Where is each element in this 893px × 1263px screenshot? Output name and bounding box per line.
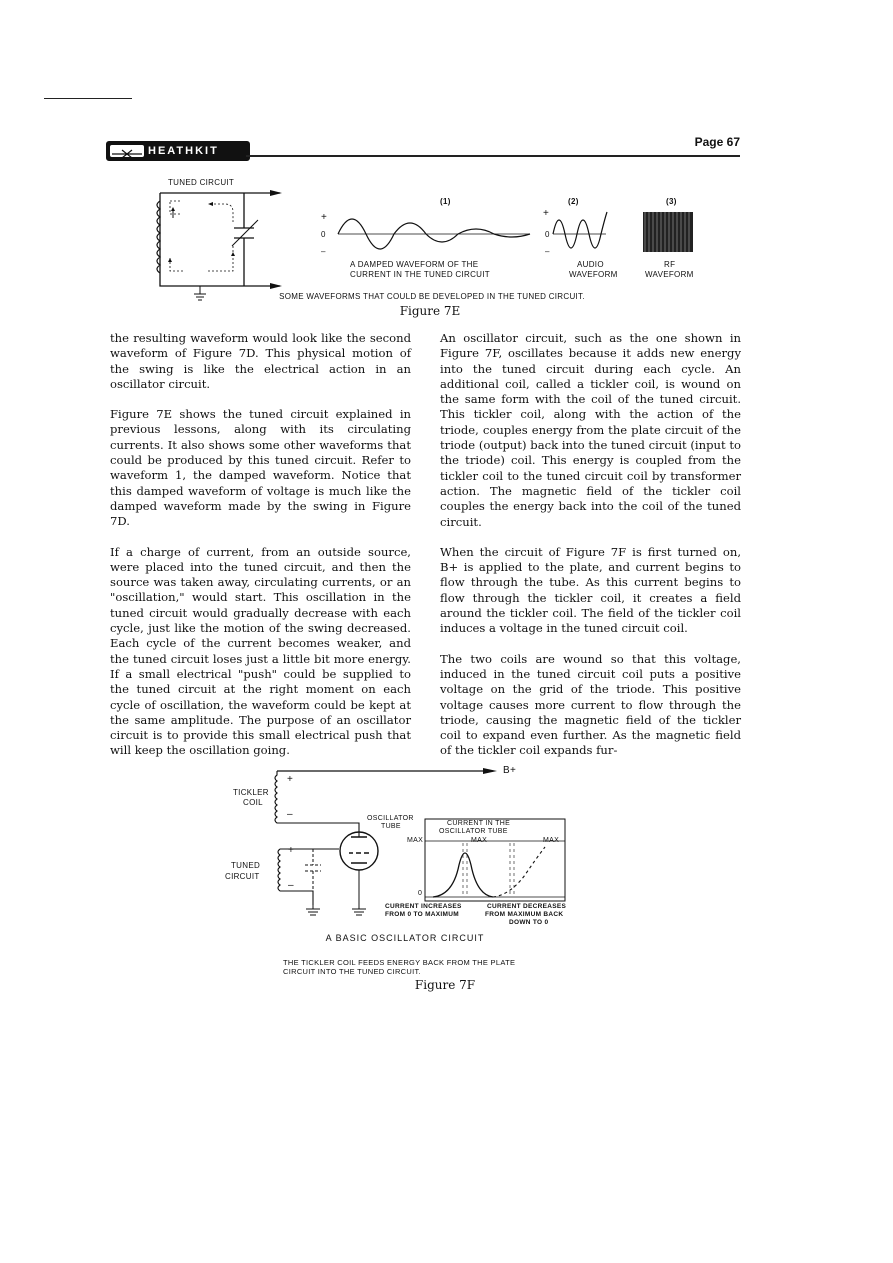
tuned-plus: + — [288, 845, 295, 856]
header-rule — [246, 155, 740, 157]
tickler-plus: + — [287, 774, 294, 785]
graph-max-right: MAX — [543, 837, 560, 844]
wave2-plus: + — [543, 208, 550, 219]
basic-oscillator-label: A BASIC OSCILLATOR CIRCUIT — [325, 933, 485, 943]
right-paragraph-1: An oscillator circuit, such as the one shown in Figure 7F, oscillates because it adds new energy into the tuned circuit during each cycle. An additional coil, called a tickler coil, is wound on the same form with the coil of the tuned circuit. This tickler coil, along with the action of the triode, couples energy from the plate circuit of the triode (output) back into the tuned circuit (input to the triode) coil. This energy is coupled from the tickler coil to the tuned circuit coil by transformer action. The magnetic field of the tickler coil couples the energy back into the coil of the tuned circuit. — [440, 331, 741, 529]
tickler-minus: – — [287, 809, 293, 820]
decrease-label-3: DOWN TO 0 — [509, 919, 549, 926]
graph-zero: 0 — [418, 890, 423, 897]
tuned-label-2: CIRCUIT — [225, 872, 260, 881]
wave1-number: (1) — [440, 197, 451, 206]
wave2-minus: – — [545, 247, 550, 256]
tickler-label-2: COIL — [243, 798, 263, 807]
wave1-zero: 0 — [321, 230, 326, 239]
figure-7f-caption-1: THE TICKLER COIL FEEDS ENERGY BACK FROM THE PLATE — [283, 958, 516, 967]
figure-7e-title: Figure 7E — [399, 304, 461, 318]
tuned-circuit-label: TUNED CIRCUIT — [168, 178, 235, 187]
left-column — [110, 331, 411, 774]
figure-7e — [140, 176, 740, 316]
tuned-minus: – — [288, 880, 294, 891]
figure-7e-caption: SOME WAVEFORMS THAT COULD BE DEVELOPED IN THE TUNED CIRCUIT. — [279, 292, 585, 301]
figure-7f — [225, 765, 595, 1005]
page-number: Page 67 — [694, 135, 740, 149]
graph-max-left: MAX — [407, 837, 424, 844]
rf-waveform-block — [643, 212, 693, 252]
right-column — [440, 331, 741, 774]
logo-emblem-icon — [110, 145, 144, 157]
decrease-label-2: FROM MAXIMUM BACK — [485, 911, 564, 918]
decrease-label-1: CURRENT DECREASES — [487, 903, 567, 910]
wave3-caption-1: RF — [664, 260, 676, 269]
graph-title-1: CURRENT IN THE — [447, 820, 511, 827]
increase-label-2: FROM 0 TO MAXIMUM — [385, 911, 459, 918]
logo-text: HEATHKIT — [148, 145, 219, 157]
figure-7f-title: Figure 7F — [414, 978, 476, 992]
wave3-caption-2: WAVEFORM — [645, 270, 694, 279]
right-paragraph-2: When the circuit of Figure 7F is first turned on, B+ is applied to the plate, and current begins to flow through the tube. As this current begins to flow through the tickler coil, it creates a field around the tickler coil. The field of the tickler coil induces a voltage in the tuned circuit coil. — [440, 544, 741, 636]
wave2-zero: 0 — [545, 230, 550, 239]
wave1-minus: – — [321, 247, 326, 256]
page-header — [106, 130, 740, 160]
top-margin-rule — [44, 98, 132, 99]
wave3-number: (3) — [666, 197, 677, 206]
heathkit-logo — [106, 141, 250, 161]
osc-tube-label-2: TUBE — [381, 823, 401, 830]
left-paragraph-1: the resulting waveform would look like the second waveform of Figure 7D. This physical motion of the swing is like the electrical action in an oscillator circuit. — [110, 331, 411, 391]
left-paragraph-3: If a charge of current, from an outside source, were placed into the tuned circuit, and then the source was taken away, circulating currents, or an "oscillation," would start. This oscillation in the tuned circuit would gradually decrease with each cycle, just like the motion of the swing decreased. Each cycle of the current becomes weaker, and the tuned circuit loses just a little bit more energy. If a small electrical "push" could be supplied to the tuned circuit at the right moment on each cycle of oscillation, the waveform could be kept at the same amplitude. The purpose of an oscillator circuit is to provide this small electrical push that will keep the oscillation going. — [110, 544, 411, 758]
oscillator-circuit-diagram — [225, 765, 595, 925]
figure-7f-caption-2: CIRCUIT INTO THE TUNED CIRCUIT. — [283, 967, 421, 976]
wave1-caption-1: A DAMPED WAVEFORM OF THE — [350, 260, 479, 269]
increase-label-1: CURRENT INCREASES — [385, 903, 462, 910]
wave1-caption-2: CURRENT IN THE TUNED CIRCUIT — [350, 270, 490, 279]
wave1-plus: + — [321, 212, 328, 223]
left-paragraph-2: Figure 7E shows the tuned circuit explained in previous lessons, along with its circulating currents. It also shows some other waveforms that could be produced by this tuned circuit. Refer to waveform 1, the damped waveform. Notice that this damped waveform of voltage is much like the damped waveform made by the swing in Figure 7D. — [110, 407, 411, 529]
wave2-number: (2) — [568, 197, 579, 206]
tuned-label-1: TUNED — [231, 861, 261, 870]
wave2-caption-1: AUDIO — [577, 260, 604, 269]
tuned-circuit-diagram — [140, 176, 300, 301]
right-paragraph-3: The two coils are wound so that this voltage, induced in the tuned circuit coil puts a positive voltage on the grid of the triode. This positive voltage causes more current to flow through the triode, causing the magnetic field of the tickler coil to expand even further. As the magnetic field of the tickler coil expands fur- — [440, 651, 741, 758]
b-plus-label: B+ — [503, 765, 517, 776]
waveforms — [330, 206, 700, 266]
wave2-caption-2: WAVEFORM — [569, 270, 618, 279]
tickler-label-1: TICKLER — [233, 788, 269, 797]
graph-max-mid: MAX — [471, 837, 488, 844]
graph-title-2: OSCILLATOR TUBE — [439, 828, 508, 835]
osc-tube-label-1: OSCILLATOR — [367, 815, 414, 822]
